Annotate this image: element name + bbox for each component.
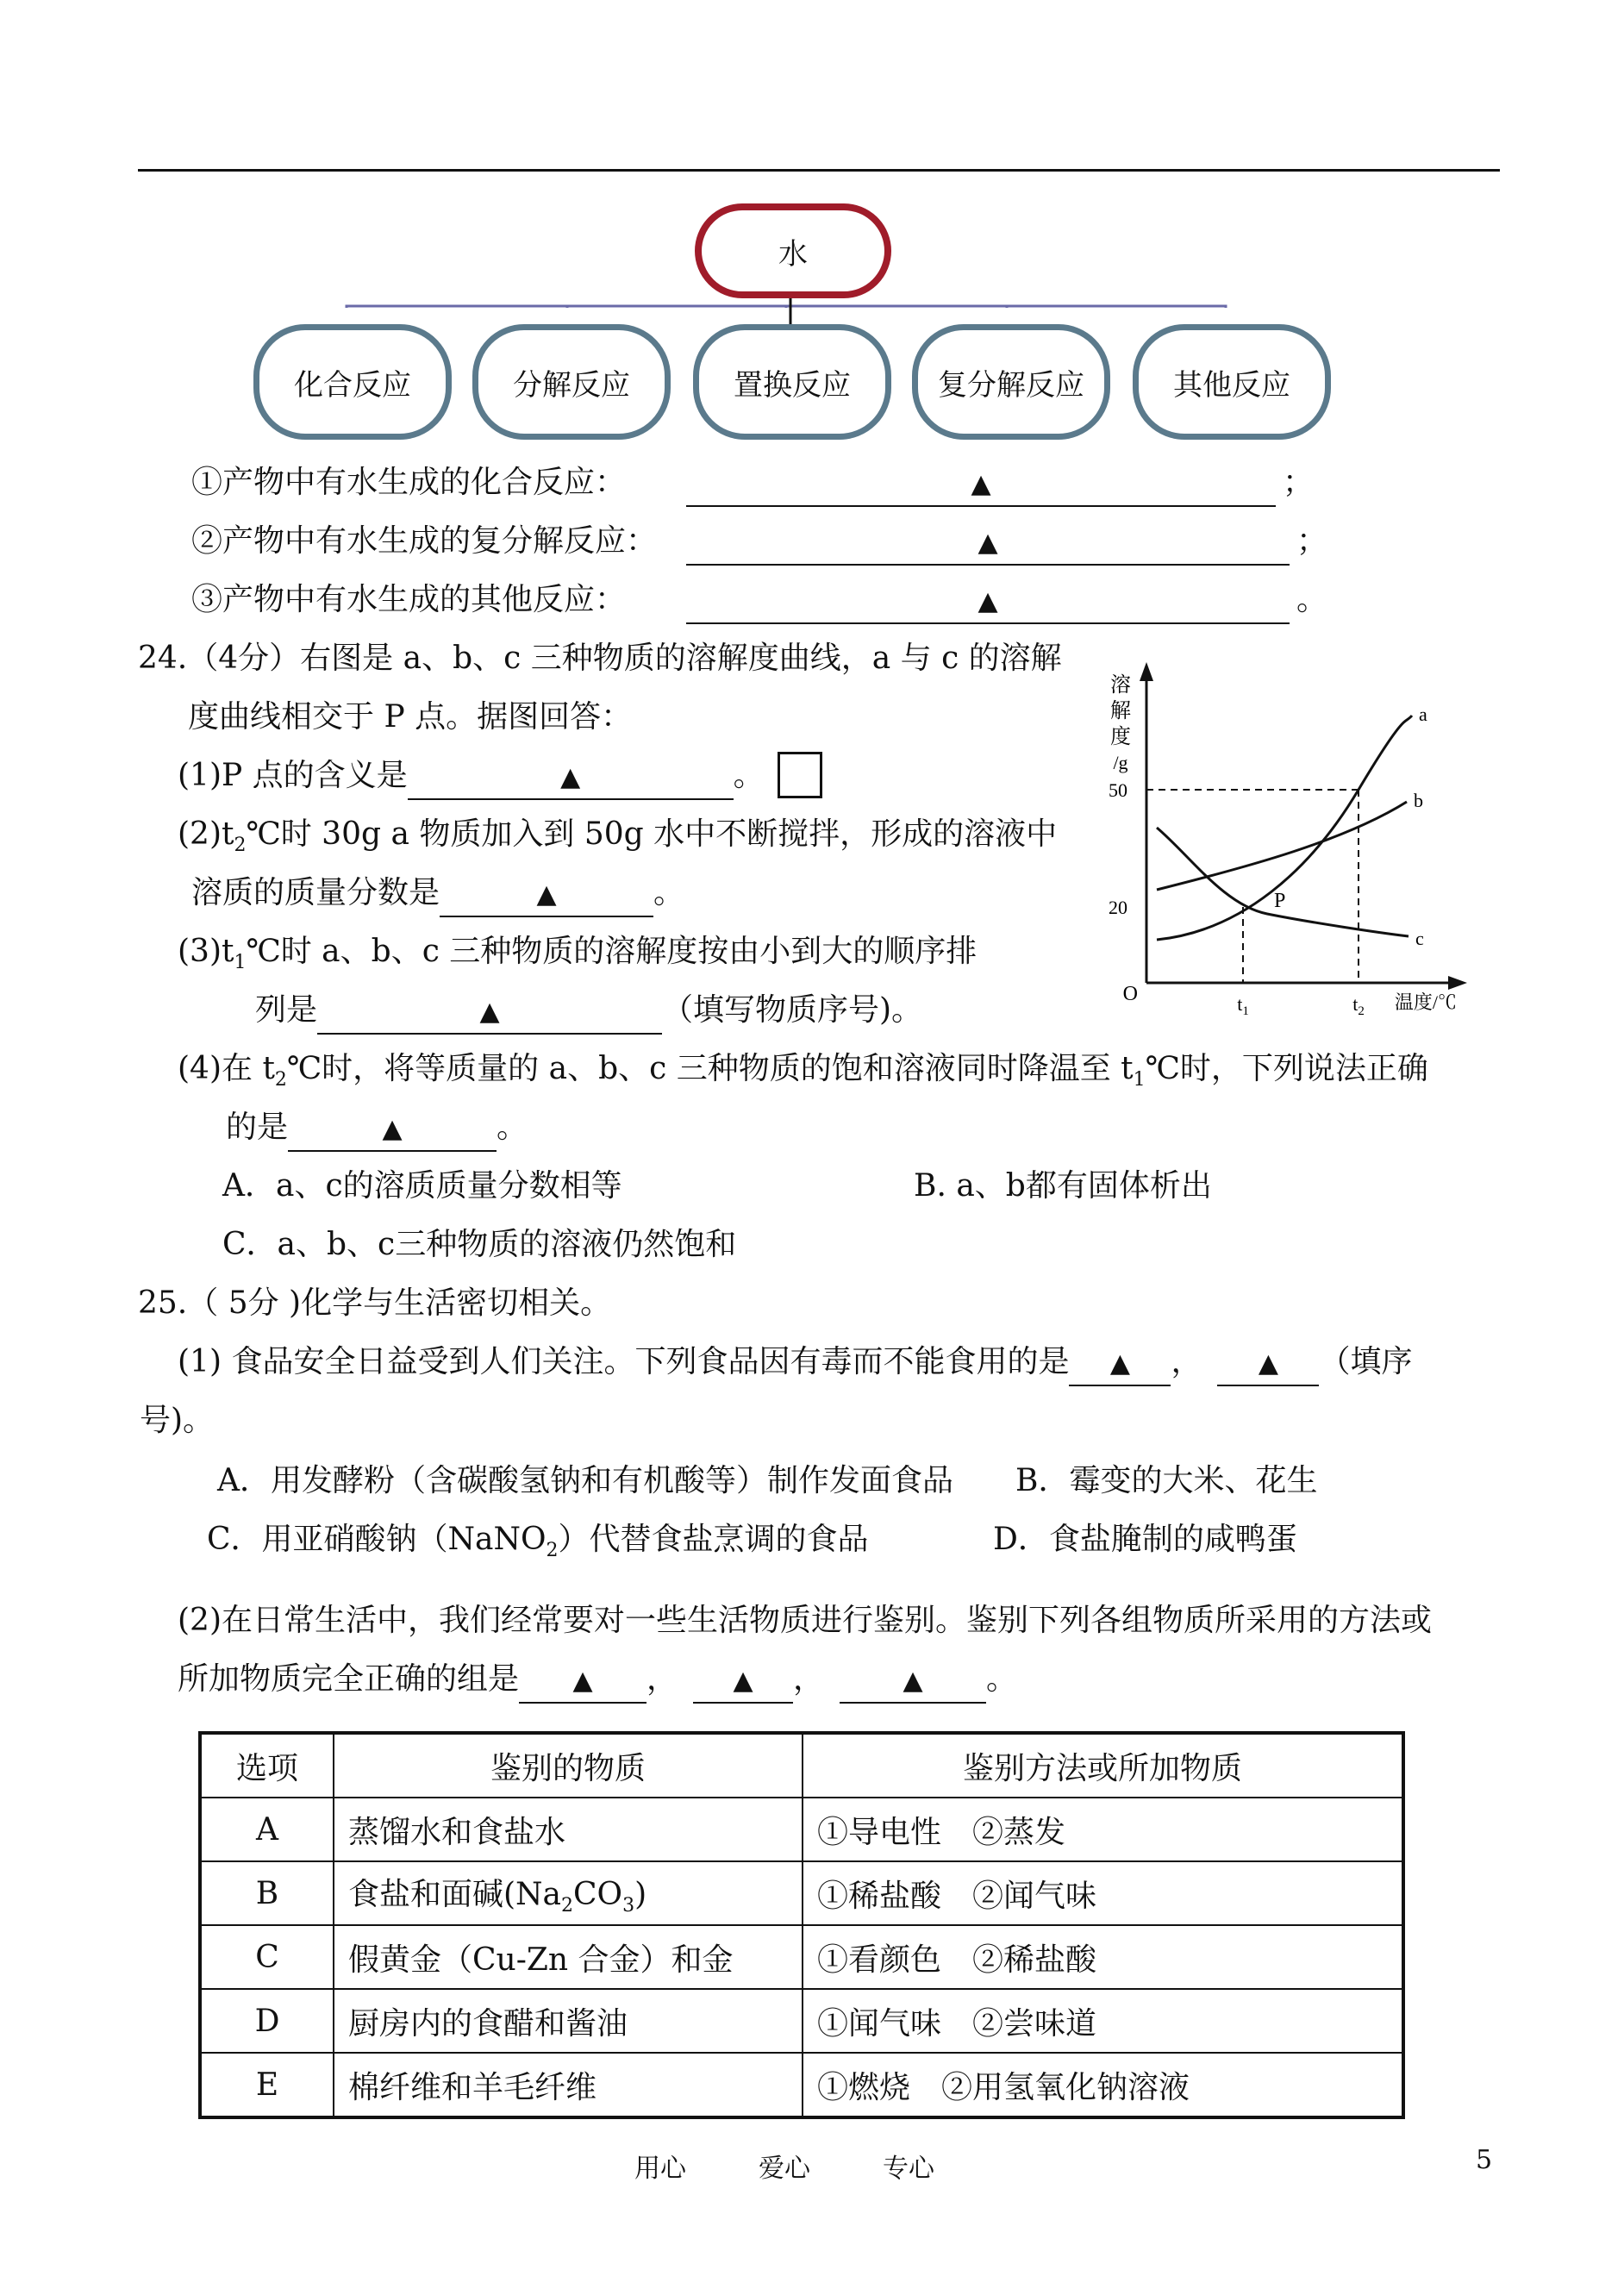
table-header-row [200,1733,1403,1798]
table-row [200,1861,1403,1925]
series-c-label: c [1415,928,1424,949]
q23-label: ②产物中有水生成的复分解反应： [191,523,658,559]
table-cell: E [200,2053,334,2117]
q25-stem: 25.（ 5分 )化学与生活密切相关。 [138,1285,612,1321]
table-header: 选项 [200,1733,334,1798]
table-cell: ①导电性 ②蒸发 [803,1798,1403,1861]
table-cell: 蒸馏水和食盐水 [334,1798,803,1861]
q24-option-c: C．a、b、c三种物质的溶液仍然饱和 [222,1227,737,1262]
node-decomposition-reaction: 分解反应 [472,324,671,440]
footer-motto-word: 用心 [634,2154,686,2184]
q24-stem-cont: 度曲线相交于 P 点。据图回答： [188,699,633,735]
answer-blank[interactable]: ▲ [440,872,653,917]
table-cell: 厨房内的食醋和酱油 [334,1989,803,2053]
y-axis-arrow [1140,662,1153,681]
answer-blank[interactable]: ▲ [686,579,1290,624]
footer-motto-word: 爱心 [759,2154,810,2184]
answer-blank[interactable]: ▲ [686,521,1290,566]
table-header: 鉴别的物质 [334,1733,803,1798]
q24-part4-cont: 的是 ▲ 。 [226,1107,528,1152]
q23-label: ①产物中有水生成的化合反应： [191,465,627,500]
q25-option-b: B．霉变的大米、花生 [1015,1463,1318,1498]
q24-part3: $(3)t_1℃$时 a、b、c 三种物质的溶解度按由小到大的顺序排 [178,934,978,974]
q23-item-1: ①产物中有水生成的化合反应： ▲ ； [191,462,1314,507]
answer-blank[interactable]: ▲ [519,1659,646,1704]
table-cell: 食盐和面碱$(Na_2CO_3)$ [334,1861,803,1925]
identification-table [198,1731,1405,2119]
y-axis-label-char: 度 [1110,726,1131,748]
y-axis-label-char: /g [1113,752,1128,773]
q24-part2: $(2)t_2℃$时 30g a 物质加入到 50g 水中不断搅拌，形成的溶液中 [178,816,1058,857]
q23-item-3: ③产物中有水生成的其他反应： ▲ 。 [191,579,1327,624]
answer-blank[interactable]: ▲ [693,1659,793,1704]
solubility-chart [1095,655,1483,1035]
table-header: 鉴别方法或所加物质 [803,1733,1403,1798]
answer-box[interactable] [778,752,822,798]
y-axis-label [1110,673,1131,773]
q25-option-d: D．食盐腌制的咸鸭蛋 [993,1522,1297,1557]
q23-label: ③产物中有水生成的其他反应： [191,582,627,617]
table-cell: 假黄金（Cu-Zn 合金）和金 [334,1925,803,1989]
q25-part2: (2)在日常生活中，我们经常要对一些生活物质进行鉴别。鉴别下列各组物质所采用的方法或 [178,1603,1432,1638]
q25-option-c: C．用亚硝酸钠（NaNO$_2$）代替食盐烹调的食品 [207,1522,869,1562]
point-p-label: P [1274,890,1286,912]
y-axis-label-char: 解 [1110,700,1131,722]
node-double-decomposition-reaction: 复分解反应 [912,324,1110,440]
footer-motto-word: 专心 [883,2154,934,2184]
q25-part2-cont: 所加物质完全正确的组是 ▲ ， ▲ ， ▲ 。 [178,1659,1017,1704]
answer-blank[interactable]: ▲ [408,755,734,800]
table-cell: C [200,1925,334,1989]
q25-option-a: A．用发酵粉（含碳酸氢钠和有机酸等）制作发面食品 [217,1463,953,1498]
q25-part1-cont: 号)。 [140,1403,215,1438]
table-cell: 棉纤维和羊毛纤维 [334,2053,803,2117]
water-node: 水 [695,203,891,298]
diagram-connector-lines [347,306,1226,308]
node-combination-reaction: 化合反应 [253,324,452,440]
q24-part4: (4)在 $t_2℃$时，将等质量的 a、b、c 三种物质的饱和溶液同时降温至 $t_1℃$时，下列说法正确 [178,1051,1428,1091]
answer-blank[interactable]: ▲ [1069,1341,1171,1386]
x-tick-label: $t_1$ [1237,993,1249,1018]
table-cell: D [200,1989,334,2053]
answer-blank[interactable]: ▲ [686,462,1276,507]
table-cell: ①闻气味 ②尝味道 [803,1989,1403,2053]
table-row [200,2053,1403,2117]
q24-option-b: B. a、b都有固体析出 [914,1168,1212,1204]
q24-part3-cont: 列是 ▲ （填写物质序号)。 [255,990,922,1035]
q24-part2-cont: 溶质的质量分数是 ▲ 。 [191,872,684,917]
x-tick-label: $t_2$ [1352,993,1365,1018]
table-cell: B [200,1861,334,1925]
answer-blank[interactable]: ▲ [317,990,662,1035]
y-tick-label: 20 [1109,897,1127,918]
series-a-label: a [1419,704,1427,725]
q24-part1: (1)P 点的含义是 ▲ 。 [178,755,765,800]
origin-label: O [1122,983,1138,1005]
q25-part1: (1) 食品安全日益受到人们关注。下列食品因有毒而不能食用的是 ▲ ， ▲ （填序 [178,1341,1412,1386]
q23-item-2: ②产物中有水生成的复分解反应： ▲ ； [191,521,1327,566]
table-cell: ①看颜色 ②稀盐酸 [803,1925,1403,1989]
table-row [200,1925,1403,1989]
q24-stem: 24.（4分）右图是 a、b、c 三种物质的溶解度曲线，a 与 c 的溶解 [138,641,1062,676]
node-displacement-reaction: 置换反应 [693,324,891,440]
node-other-reaction: 其他反应 [1133,324,1331,440]
q24-option-a: A．a、c的溶质质量分数相等 [222,1168,622,1204]
x-axis-label: 温度/℃ [1394,991,1457,1013]
table-cell: ①燃烧 ②用氢氧化钠溶液 [803,2053,1403,2117]
y-axis-label-char: 溶 [1110,674,1131,697]
series-b-curve [1157,802,1407,890]
answer-blank[interactable]: ▲ [1217,1341,1319,1386]
footer-motto [634,2147,934,2185]
table-cell: ①稀盐酸 ②闻气味 [803,1861,1403,1925]
table-cell: A [200,1798,334,1861]
y-tick-label: 50 [1109,779,1127,801]
x-axis-arrow [1448,976,1467,990]
table-row [200,1798,1403,1861]
answer-blank[interactable]: ▲ [840,1659,986,1704]
header-rule [138,169,1500,172]
series-b-label: b [1414,790,1423,811]
table-row [200,1989,1403,2053]
answer-blank[interactable]: ▲ [288,1107,497,1152]
page-number: 5 [1476,2145,1493,2175]
